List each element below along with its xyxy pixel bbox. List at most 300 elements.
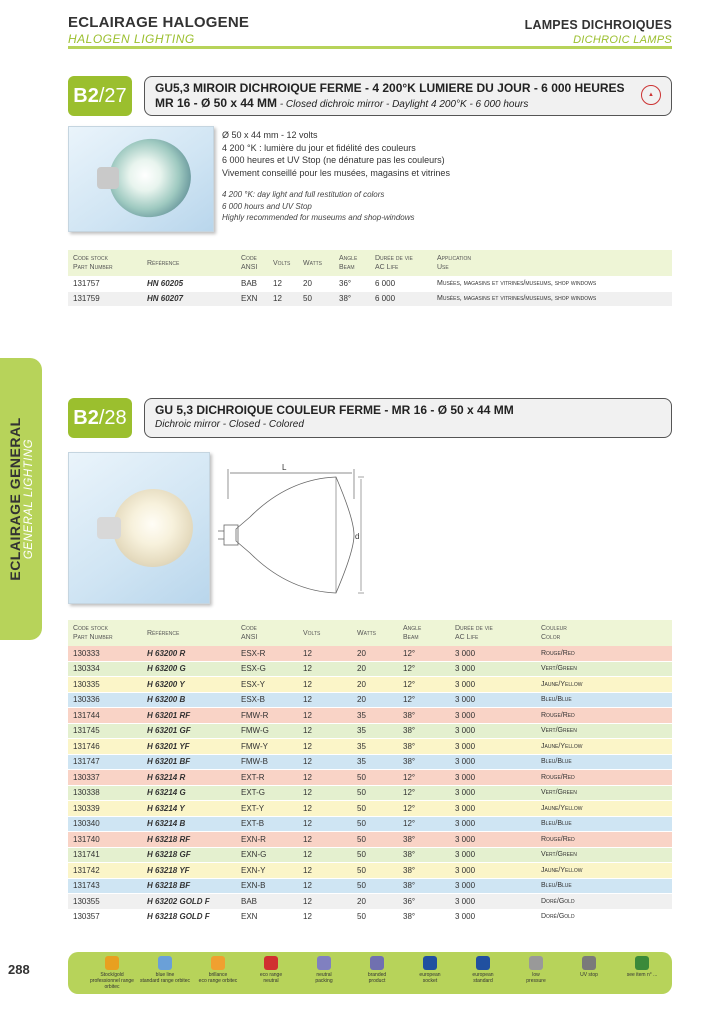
- table-row[interactable]: [68, 817, 672, 833]
- cell-watts: 50: [357, 865, 366, 875]
- cell-angle: 12°: [403, 664, 416, 674]
- cell-angle: 12°: [403, 679, 416, 689]
- legend-item: [351, 956, 403, 984]
- cell-ref: H 63214 R: [147, 772, 186, 782]
- cell-ref: H 63201 YF: [147, 741, 190, 751]
- cell-ref: H 63218 GOLD F: [147, 912, 210, 922]
- section-title-line1: GU 5,3 DICHROIQUE COULEUR FERME - MR 16 - Ø 50 x 44 MM: [155, 403, 514, 417]
- category-subtitle: DICHROIC LAMPS: [573, 34, 672, 46]
- column-header: [432, 254, 672, 272]
- cell-life: 3 000: [455, 664, 476, 674]
- cell-watts: 35: [357, 710, 366, 720]
- cell-ansi: FMW-R: [241, 710, 269, 720]
- cell-angle: 38°: [403, 912, 416, 922]
- cell-watts: 50: [357, 834, 366, 844]
- legend-label-line: UV stop: [580, 972, 598, 978]
- tag-icon: [370, 956, 384, 970]
- cell-ansi: EXN-G: [241, 850, 267, 860]
- cell-watts: 20: [357, 896, 366, 906]
- badge-number: /27: [98, 84, 127, 107]
- cell-life: 3 000: [455, 912, 476, 922]
- description-en: [222, 189, 450, 224]
- cell-volts: 12: [303, 865, 312, 875]
- table-row[interactable]: [68, 662, 672, 678]
- column-header-text: Couleur: [541, 625, 567, 632]
- cell-color: Bleu/Blue: [541, 882, 572, 890]
- legend-item: [86, 956, 138, 990]
- cell-code: 130333: [73, 648, 100, 658]
- cell-angle: 12°: [403, 788, 416, 798]
- column-header-text: AC Life: [375, 264, 399, 271]
- table-row[interactable]: [68, 786, 672, 802]
- table-row[interactable]: [68, 894, 672, 910]
- description-line: Highly recommended for museums and shop-windows: [222, 213, 415, 222]
- section-title-line1: GU5,3 MIROIR DICHROIQUE FERME - 4 200°K LUMIERE DU JOUR - 6 000 HEURES: [155, 81, 625, 95]
- badge-prefix: B2: [73, 406, 99, 429]
- table-row[interactable]: [68, 276, 672, 292]
- cell-volts: 12: [303, 726, 312, 736]
- table-row[interactable]: [68, 863, 672, 879]
- column-header: [268, 259, 298, 268]
- cell-watts: 35: [357, 757, 366, 767]
- column-header-text: ANSI: [241, 264, 258, 271]
- product-photo-colored: [68, 452, 210, 604]
- column-header: [352, 629, 398, 638]
- table-row[interactable]: [68, 693, 672, 709]
- cell-code: 131744: [73, 710, 100, 720]
- cell-ansi: ESX-B: [241, 695, 266, 705]
- column-header-text: Angle: [403, 625, 422, 632]
- column-header-text: Part Number: [73, 264, 113, 271]
- cell-volts: 12: [303, 664, 312, 674]
- cell-watts: 50: [357, 912, 366, 922]
- cell-ref: H 63200 Y: [147, 679, 185, 689]
- legend-label-line: product: [368, 978, 386, 984]
- cell-watts: 50: [357, 881, 366, 891]
- cell-ansi: BAB: [241, 278, 258, 288]
- cell-watts: 50: [357, 788, 366, 798]
- cell-ref: H 63201 BF: [147, 757, 191, 767]
- column-header-text: Watts: [357, 629, 377, 637]
- cell-ref: H 63202 GOLD F: [147, 896, 210, 906]
- section-badge-b2-27: [68, 76, 132, 116]
- section-title-line2: [155, 96, 661, 110]
- table-row[interactable]: [68, 724, 672, 740]
- legend-label-line: pressure: [526, 978, 546, 984]
- cell-ref: H 63214 G: [147, 788, 186, 798]
- cell-watts: 20: [357, 679, 366, 689]
- cell-angle: 12°: [403, 695, 416, 705]
- column-header-text: ANSI: [241, 634, 258, 641]
- cell-code: 131741: [73, 850, 100, 860]
- cell-code: 131743: [73, 881, 100, 891]
- product-table-b2-28: [68, 620, 672, 925]
- bulb-icon: [158, 956, 172, 970]
- column-header: [536, 624, 672, 642]
- cell-ansi: EXN: [241, 912, 258, 922]
- column-header-text: Part Number: [73, 634, 113, 641]
- cell-angle: 38°: [403, 741, 416, 751]
- legend-item: [616, 956, 668, 978]
- cell-ref: H 63218 RF: [147, 834, 191, 844]
- column-header-text: Code: [241, 255, 257, 262]
- column-header: [334, 254, 370, 272]
- cell-ansi: EXT-R: [241, 772, 265, 782]
- cell-watts: 20: [357, 695, 366, 705]
- section-title-line2: [155, 418, 661, 430]
- cell-ref: H 63200 G: [147, 664, 186, 674]
- column-header-text: Watts: [303, 259, 323, 267]
- cell-angle: 36°: [403, 896, 416, 906]
- table-row[interactable]: [68, 879, 672, 895]
- cell-watts: 20: [357, 664, 366, 674]
- cell-watts: 35: [357, 741, 366, 751]
- legend-item: [510, 956, 562, 984]
- cell-life: 3 000: [455, 695, 476, 705]
- cell-life: 3 000: [455, 803, 476, 813]
- table-row[interactable]: [68, 755, 672, 771]
- cell-color: Jaune/Yellow: [541, 742, 583, 750]
- cell-ansi: EXN-Y: [241, 865, 266, 875]
- cell-angle: 12°: [403, 772, 416, 782]
- section-title-size: MR 16 - Ø 50 x 44 MM: [155, 96, 278, 110]
- cell-angle: 36°: [339, 278, 352, 288]
- cell-angle: 38°: [403, 757, 416, 767]
- cell-color: Jaune/Yellow: [541, 680, 583, 688]
- legend-label: [298, 972, 350, 984]
- cell-angle: 38°: [403, 850, 416, 860]
- cell-ref: H 63200 B: [147, 695, 186, 705]
- cell-code: 130339: [73, 803, 100, 813]
- cell-code: 130335: [73, 679, 100, 689]
- table-row[interactable]: [68, 677, 672, 693]
- cell-life: 6 000: [375, 294, 396, 304]
- cell-volts: 12: [303, 834, 312, 844]
- legend-item: [192, 956, 244, 984]
- column-header-text: Durée de vie: [375, 255, 413, 262]
- cell-ansi: EXN: [241, 294, 258, 304]
- cell-color: Rouge/Red: [541, 711, 575, 719]
- cell-volts: 12: [273, 294, 282, 304]
- legend-label: [192, 972, 244, 984]
- lamp-base-icon: [97, 167, 119, 189]
- column-header-text: Durée de vie: [455, 625, 493, 632]
- cell-color: Bleu/Blue: [541, 820, 572, 828]
- box-icon: [317, 956, 331, 970]
- cell-watts: 50: [357, 850, 366, 860]
- sun-icon: [211, 956, 225, 970]
- table-row[interactable]: [68, 292, 672, 308]
- legend-label-line: brillance: [208, 972, 228, 978]
- column-header: [298, 629, 352, 638]
- cell-ansi: EXT-Y: [241, 803, 265, 813]
- cell-volts: 12: [303, 788, 312, 798]
- description-line: 6 000 hours and UV Stop: [222, 201, 312, 211]
- cell-watts: 50: [357, 819, 366, 829]
- cell-ref: HN 60207: [147, 294, 184, 304]
- table-header: [68, 620, 672, 646]
- cell-volts: 12: [303, 850, 312, 860]
- cell-ref: H 63214 B: [147, 819, 186, 829]
- cell-angle: 38°: [403, 834, 416, 844]
- cell-color: Jaune/Yellow: [541, 804, 583, 812]
- legend-label: [404, 972, 456, 984]
- footer-legend-bar: [68, 952, 672, 994]
- column-header: [370, 254, 432, 272]
- description-line: 4 200 °K : lumière du jour et fidélité des couleurs: [222, 142, 416, 153]
- cell-ansi: ESX-Y: [241, 679, 266, 689]
- legend-label-line: standard range orbitec: [139, 978, 191, 984]
- cell-color: Jaune/Yellow: [541, 866, 583, 874]
- cell-life: 3 000: [455, 726, 476, 736]
- cell-angle: 12°: [403, 648, 416, 658]
- column-header-text: Volts: [273, 259, 291, 267]
- legend-label-line: Stock/gold: [100, 972, 124, 978]
- cell-ansi: BAB: [241, 896, 258, 906]
- cell-code: 131742: [73, 865, 100, 875]
- legend-label: [457, 972, 509, 984]
- cell-ref: H 63200 R: [147, 648, 186, 658]
- socket-icon: [423, 956, 437, 970]
- table-row[interactable]: [68, 770, 672, 786]
- legend-label-line: low: [532, 972, 540, 978]
- description-line: Vivement conseillé pour les musées, magasins et vitrines: [222, 167, 450, 178]
- cell-volts: 12: [303, 695, 312, 705]
- cell-life: 3 000: [455, 896, 476, 906]
- column-header-text: Code stock: [73, 625, 108, 632]
- column-header: [68, 624, 142, 642]
- column-header-text: AC Life: [455, 634, 479, 641]
- cell-life: 3 000: [455, 710, 476, 720]
- legend-label: [563, 972, 615, 978]
- cell-code: 130338: [73, 788, 100, 798]
- diagram-length-label: L: [282, 463, 287, 472]
- battery-icon: [635, 956, 649, 970]
- legend-label: [139, 972, 191, 984]
- cell-volts: 12: [303, 912, 312, 922]
- description-line: 4 200 °K: day light and full restitution of colors: [222, 190, 385, 199]
- cell-code: 131740: [73, 834, 100, 844]
- column-header-text: Code stock: [73, 255, 108, 262]
- table-row[interactable]: [68, 832, 672, 848]
- cell-code: 131747: [73, 757, 100, 767]
- legend-label-line: packing: [315, 978, 333, 984]
- cell-code: 131759: [73, 294, 100, 304]
- legend-label-line: eco range: [259, 972, 283, 978]
- cell-life: 3 000: [455, 772, 476, 782]
- flag-icon: [476, 956, 490, 970]
- header-divider: [68, 46, 672, 49]
- cell-ansi: FMW-Y: [241, 741, 268, 751]
- cell-color: Bleu/Blue: [541, 696, 572, 704]
- legend-item: [139, 956, 191, 984]
- legend-label-line: standard: [473, 978, 493, 984]
- legend-label-line: see item n° ...: [626, 972, 658, 978]
- legend-item: [457, 956, 509, 984]
- cell-ansi: ESX-R: [241, 648, 266, 658]
- section-badge-b2-28: [68, 398, 132, 438]
- header-left: [68, 14, 249, 46]
- column-header: [68, 254, 142, 272]
- product-photo-dichroic: [68, 126, 214, 232]
- section-title-english: - Closed dichroic mirror - Daylight 4 200°K - 6 000 hours: [277, 99, 529, 110]
- legend-label-line: eco range orbitec: [198, 978, 238, 984]
- cell-watts: 50: [357, 772, 366, 782]
- product-description: [222, 129, 450, 224]
- column-header-text: Référence: [147, 259, 180, 267]
- legend-item: [298, 956, 350, 984]
- legend-label-line: european: [472, 972, 494, 978]
- quality-stamp-icon: ▲: [641, 85, 661, 105]
- column-header-text: Beam: [339, 264, 355, 271]
- column-header: [236, 254, 268, 272]
- cell-life: 3 000: [455, 850, 476, 860]
- legend-label: [86, 972, 138, 990]
- header-right: [525, 18, 672, 46]
- eco-badge-icon: [264, 956, 278, 970]
- column-header-text: Code: [241, 625, 257, 632]
- cell-code: 130334: [73, 664, 100, 674]
- cell-code: 131745: [73, 726, 100, 736]
- cell-life: 3 000: [455, 819, 476, 829]
- cell-volts: 12: [303, 710, 312, 720]
- product-table-b2-27: [68, 250, 672, 307]
- cell-volts: 12: [303, 803, 312, 813]
- page-number: 288: [8, 962, 30, 977]
- legend-label-line: blue line: [155, 972, 175, 978]
- badge-prefix: B2: [73, 84, 99, 107]
- description-line: Ø 50 x 44 mm - 12 volts: [222, 130, 318, 140]
- cell-ref: H 63214 Y: [147, 803, 185, 813]
- cell-watts: 50: [303, 294, 312, 304]
- cell-color: Bleu/Blue: [541, 758, 572, 766]
- cell-ref: HN 60205: [147, 278, 184, 288]
- page-title: ECLAIRAGE HALOGENE: [68, 14, 250, 31]
- lamp-base-icon: [97, 517, 121, 539]
- table-header: [68, 250, 672, 276]
- cell-life: 3 000: [455, 741, 476, 751]
- cell-ansi: EXN-B: [241, 881, 266, 891]
- cell-life: 3 000: [455, 834, 476, 844]
- table-row[interactable]: [68, 708, 672, 724]
- cell-color: Rouge/Red: [541, 835, 575, 843]
- table-row[interactable]: [68, 910, 672, 926]
- cell-code: 131746: [73, 741, 100, 751]
- cell-volts: 12: [303, 772, 312, 782]
- cell-color: Vert/Green: [541, 727, 577, 735]
- cell-ansi: EXT-G: [241, 788, 266, 798]
- description-line: 6 000 heures et UV Stop (ne dénature pas les couleurs): [222, 155, 445, 165]
- column-header-text: Angle: [339, 255, 358, 262]
- cell-angle: 38°: [339, 294, 352, 304]
- cell-volts: 12: [303, 896, 312, 906]
- cell-color: Vert/Green: [541, 665, 577, 673]
- page-subtitle: HALOGEN LIGHTING: [68, 32, 195, 46]
- cell-code: 130357: [73, 912, 100, 922]
- cell-ansi: FMW-G: [241, 726, 269, 736]
- cell-ansi: EXN-R: [241, 834, 266, 844]
- table-row[interactable]: [68, 646, 672, 662]
- legend-item: [245, 956, 297, 984]
- cell-volts: 12: [303, 679, 312, 689]
- column-header-text: Référence: [147, 629, 180, 637]
- cell-watts: 50: [357, 803, 366, 813]
- table-row[interactable]: [68, 739, 672, 755]
- cell-color: Vert/Green: [541, 789, 577, 797]
- cell-life: 3 000: [455, 865, 476, 875]
- legend-item: [404, 956, 456, 984]
- cell-color: Doré/Gold: [541, 897, 575, 905]
- cell-ref: H 63218 GF: [147, 850, 191, 860]
- cell-watts: 35: [357, 726, 366, 736]
- cell-color: Rouge/Red: [541, 773, 575, 781]
- side-tab-label-fr: ECLAIRAGE GENERAL: [7, 417, 23, 581]
- cell-ref: H 63218 YF: [147, 865, 190, 875]
- legend-label-line: socket: [422, 978, 438, 984]
- cell-watts: 20: [357, 648, 366, 658]
- cell-code: 131757: [73, 278, 100, 288]
- cell-code: 130355: [73, 896, 100, 906]
- cell-life: 3 000: [455, 757, 476, 767]
- column-header-text: Color: [541, 634, 561, 641]
- coin-icon: [105, 956, 119, 970]
- cell-app: Musées, magasins et vitrines/museums, shop windows: [437, 279, 597, 287]
- category-title: LAMPES DICHROIQUES: [524, 18, 672, 32]
- cell-volts: 12: [303, 757, 312, 767]
- dimension-diagram: [218, 459, 370, 611]
- cell-volts: 12: [303, 881, 312, 891]
- cell-angle: 38°: [403, 726, 416, 736]
- legend-label: [351, 972, 403, 984]
- column-header-text: Use: [437, 264, 449, 271]
- cell-code: 130340: [73, 819, 100, 829]
- cell-color: Doré/Gold: [541, 913, 575, 921]
- cell-ansi: ESX-G: [241, 664, 266, 674]
- legend-label: [510, 972, 562, 984]
- column-header-text: Volts: [303, 629, 321, 637]
- gauge-icon: [529, 956, 543, 970]
- cell-volts: 12: [303, 648, 312, 658]
- table-row[interactable]: [68, 801, 672, 817]
- cell-angle: 38°: [403, 865, 416, 875]
- cell-code: 130337: [73, 772, 100, 782]
- cell-ref: H 63201 RF: [147, 710, 191, 720]
- cell-angle: 12°: [403, 819, 416, 829]
- legend-label-line: professionnel range orbitec: [90, 978, 134, 990]
- section-title-english: Dichroic mirror - Closed - Colored: [155, 419, 304, 430]
- cell-life: 3 000: [455, 881, 476, 891]
- legend-label-line: neutral: [263, 978, 279, 984]
- cell-ref: H 63201 GF: [147, 726, 191, 736]
- cell-angle: 12°: [403, 803, 416, 813]
- cell-life: 6 000: [375, 278, 396, 288]
- table-row[interactable]: [68, 848, 672, 864]
- legend-label-line: branded: [367, 972, 387, 978]
- column-header: [450, 624, 536, 642]
- cell-watts: 20: [303, 278, 312, 288]
- cell-color: Rouge/Red: [541, 649, 575, 657]
- section-title-box: [144, 76, 672, 116]
- cell-code: 130336: [73, 695, 100, 705]
- cell-life: 3 000: [455, 648, 476, 658]
- diagram-diameter-label: d: [355, 532, 360, 541]
- side-tab-label-en: GENERAL LIGHTING: [23, 438, 35, 560]
- badge-number: /28: [98, 406, 127, 429]
- cell-volts: 12: [303, 741, 312, 751]
- column-header-text: Application: [437, 255, 472, 262]
- cell-angle: 38°: [403, 710, 416, 720]
- cell-ansi: FMW-B: [241, 757, 268, 767]
